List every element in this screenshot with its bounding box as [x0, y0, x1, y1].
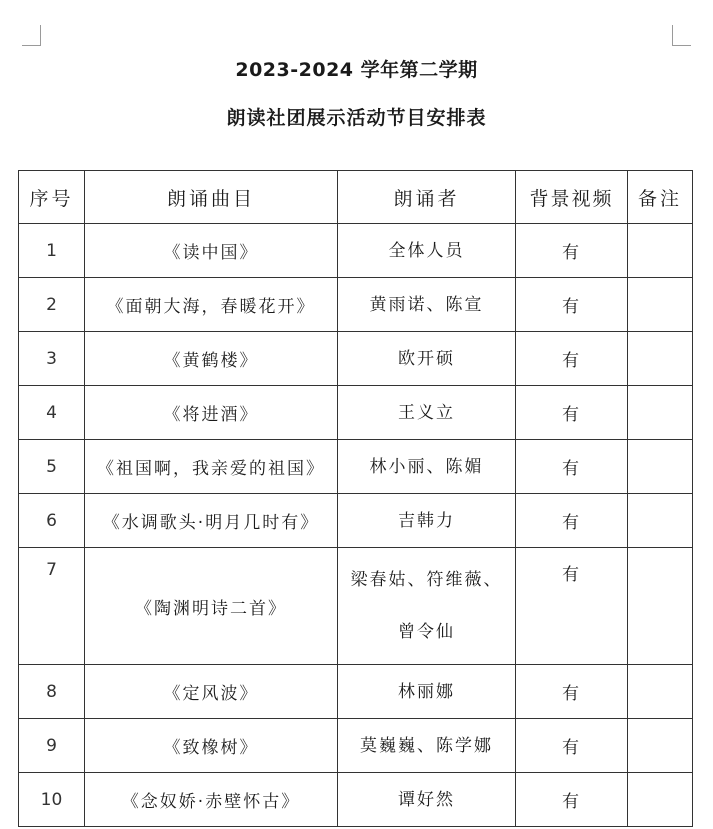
row-number-cell: 4	[19, 386, 85, 440]
note-cell	[628, 440, 693, 494]
row-number-cell: 2	[19, 278, 85, 332]
column-header-video: 背景视频	[516, 171, 628, 224]
performers-cell	[338, 665, 516, 719]
recitation-title-cell: 《水调歌头·明月几时有》	[85, 494, 338, 548]
note-cell	[628, 386, 693, 440]
recitation-title-cell: 《祖国啊，我亲爱的祖国》	[85, 440, 338, 494]
table-row	[19, 719, 693, 773]
table-row	[19, 548, 693, 665]
document-subtitle: 朗读社团展示活动节目安排表	[226, 107, 487, 129]
background-video-cell: 有	[516, 548, 628, 665]
performer-name: 全体人员	[388, 240, 465, 261]
recitation-title-cell: 《念奴娇·赤壁怀古》	[85, 773, 338, 827]
performer-name: 莫巍巍、陈学娜	[360, 735, 493, 756]
table-row	[19, 386, 693, 440]
page-corner-mark-left	[22, 25, 41, 46]
recitation-title-cell: 《面朝大海，春暖花开》	[85, 278, 338, 332]
background-video-cell: 有	[516, 332, 628, 386]
note-cell	[628, 278, 693, 332]
row-number-cell: 9	[19, 719, 85, 773]
performer-name: 欧开硕	[398, 348, 455, 369]
performers-cell	[338, 719, 516, 773]
performer-name: 王义立	[398, 402, 455, 423]
performer-name: 谭好然	[398, 789, 455, 810]
row-number-cell: 10	[19, 773, 85, 827]
row-number-cell: 1	[19, 224, 85, 278]
note-cell	[628, 719, 693, 773]
table-row	[19, 494, 693, 548]
table-header-row	[19, 171, 693, 224]
background-video-cell: 有	[516, 440, 628, 494]
note-cell	[628, 494, 693, 548]
background-video-cell: 有	[516, 665, 628, 719]
background-video-cell: 有	[516, 224, 628, 278]
performers-cell	[338, 548, 516, 665]
table-row	[19, 332, 693, 386]
row-number-cell: 6	[19, 494, 85, 548]
note-cell	[628, 548, 693, 665]
column-header-title: 朗诵曲目	[85, 171, 338, 224]
row-number-cell: 7	[19, 548, 85, 665]
background-video-cell: 有	[516, 386, 628, 440]
row-number-cell: 5	[19, 440, 85, 494]
performer-name: 吉韩力	[398, 510, 455, 531]
performers-cell	[338, 224, 516, 278]
program-table	[18, 170, 693, 827]
recitation-title-cell: 《黄鹤楼》	[85, 332, 338, 386]
document-title: 2023-2024 学年第二学期	[235, 59, 478, 81]
table-row	[19, 278, 693, 332]
performers-cell	[338, 386, 516, 440]
column-header-performers: 朗诵者	[338, 171, 516, 224]
recitation-title-cell: 《陶渊明诗二首》	[85, 548, 338, 665]
performers-cell	[338, 332, 516, 386]
table-row	[19, 773, 693, 827]
note-cell	[628, 332, 693, 386]
performer-name: 梁春姑、符维薇、	[350, 570, 503, 590]
row-number-cell: 3	[19, 332, 85, 386]
recitation-title-cell: 《致橡树》	[85, 719, 338, 773]
performer-name: 黄雨诺、陈宣	[369, 294, 484, 315]
table-row	[19, 440, 693, 494]
recitation-title-cell: 《将进酒》	[85, 386, 338, 440]
performers-cell	[338, 494, 516, 548]
recitation-title-cell: 《定风波》	[85, 665, 338, 719]
note-cell	[628, 665, 693, 719]
column-header-number: 序号	[19, 171, 85, 224]
background-video-cell: 有	[516, 494, 628, 548]
performer-name: 林丽娜	[398, 681, 455, 702]
performers-cell	[338, 278, 516, 332]
background-video-cell: 有	[516, 719, 628, 773]
table-row	[19, 224, 693, 278]
performers-cell	[338, 440, 516, 494]
background-video-cell: 有	[516, 278, 628, 332]
note-cell	[628, 773, 693, 827]
background-video-cell: 有	[516, 773, 628, 827]
column-header-note: 备注	[628, 171, 693, 224]
table-row	[19, 665, 693, 719]
note-cell	[628, 224, 693, 278]
row-number-cell: 8	[19, 665, 85, 719]
performer-name: 曾令仙	[398, 622, 455, 642]
page-corner-mark-right	[672, 25, 691, 46]
recitation-title-cell: 《读中国》	[85, 224, 338, 278]
performer-name: 林小丽、陈媚	[369, 456, 484, 477]
performers-cell	[338, 773, 516, 827]
